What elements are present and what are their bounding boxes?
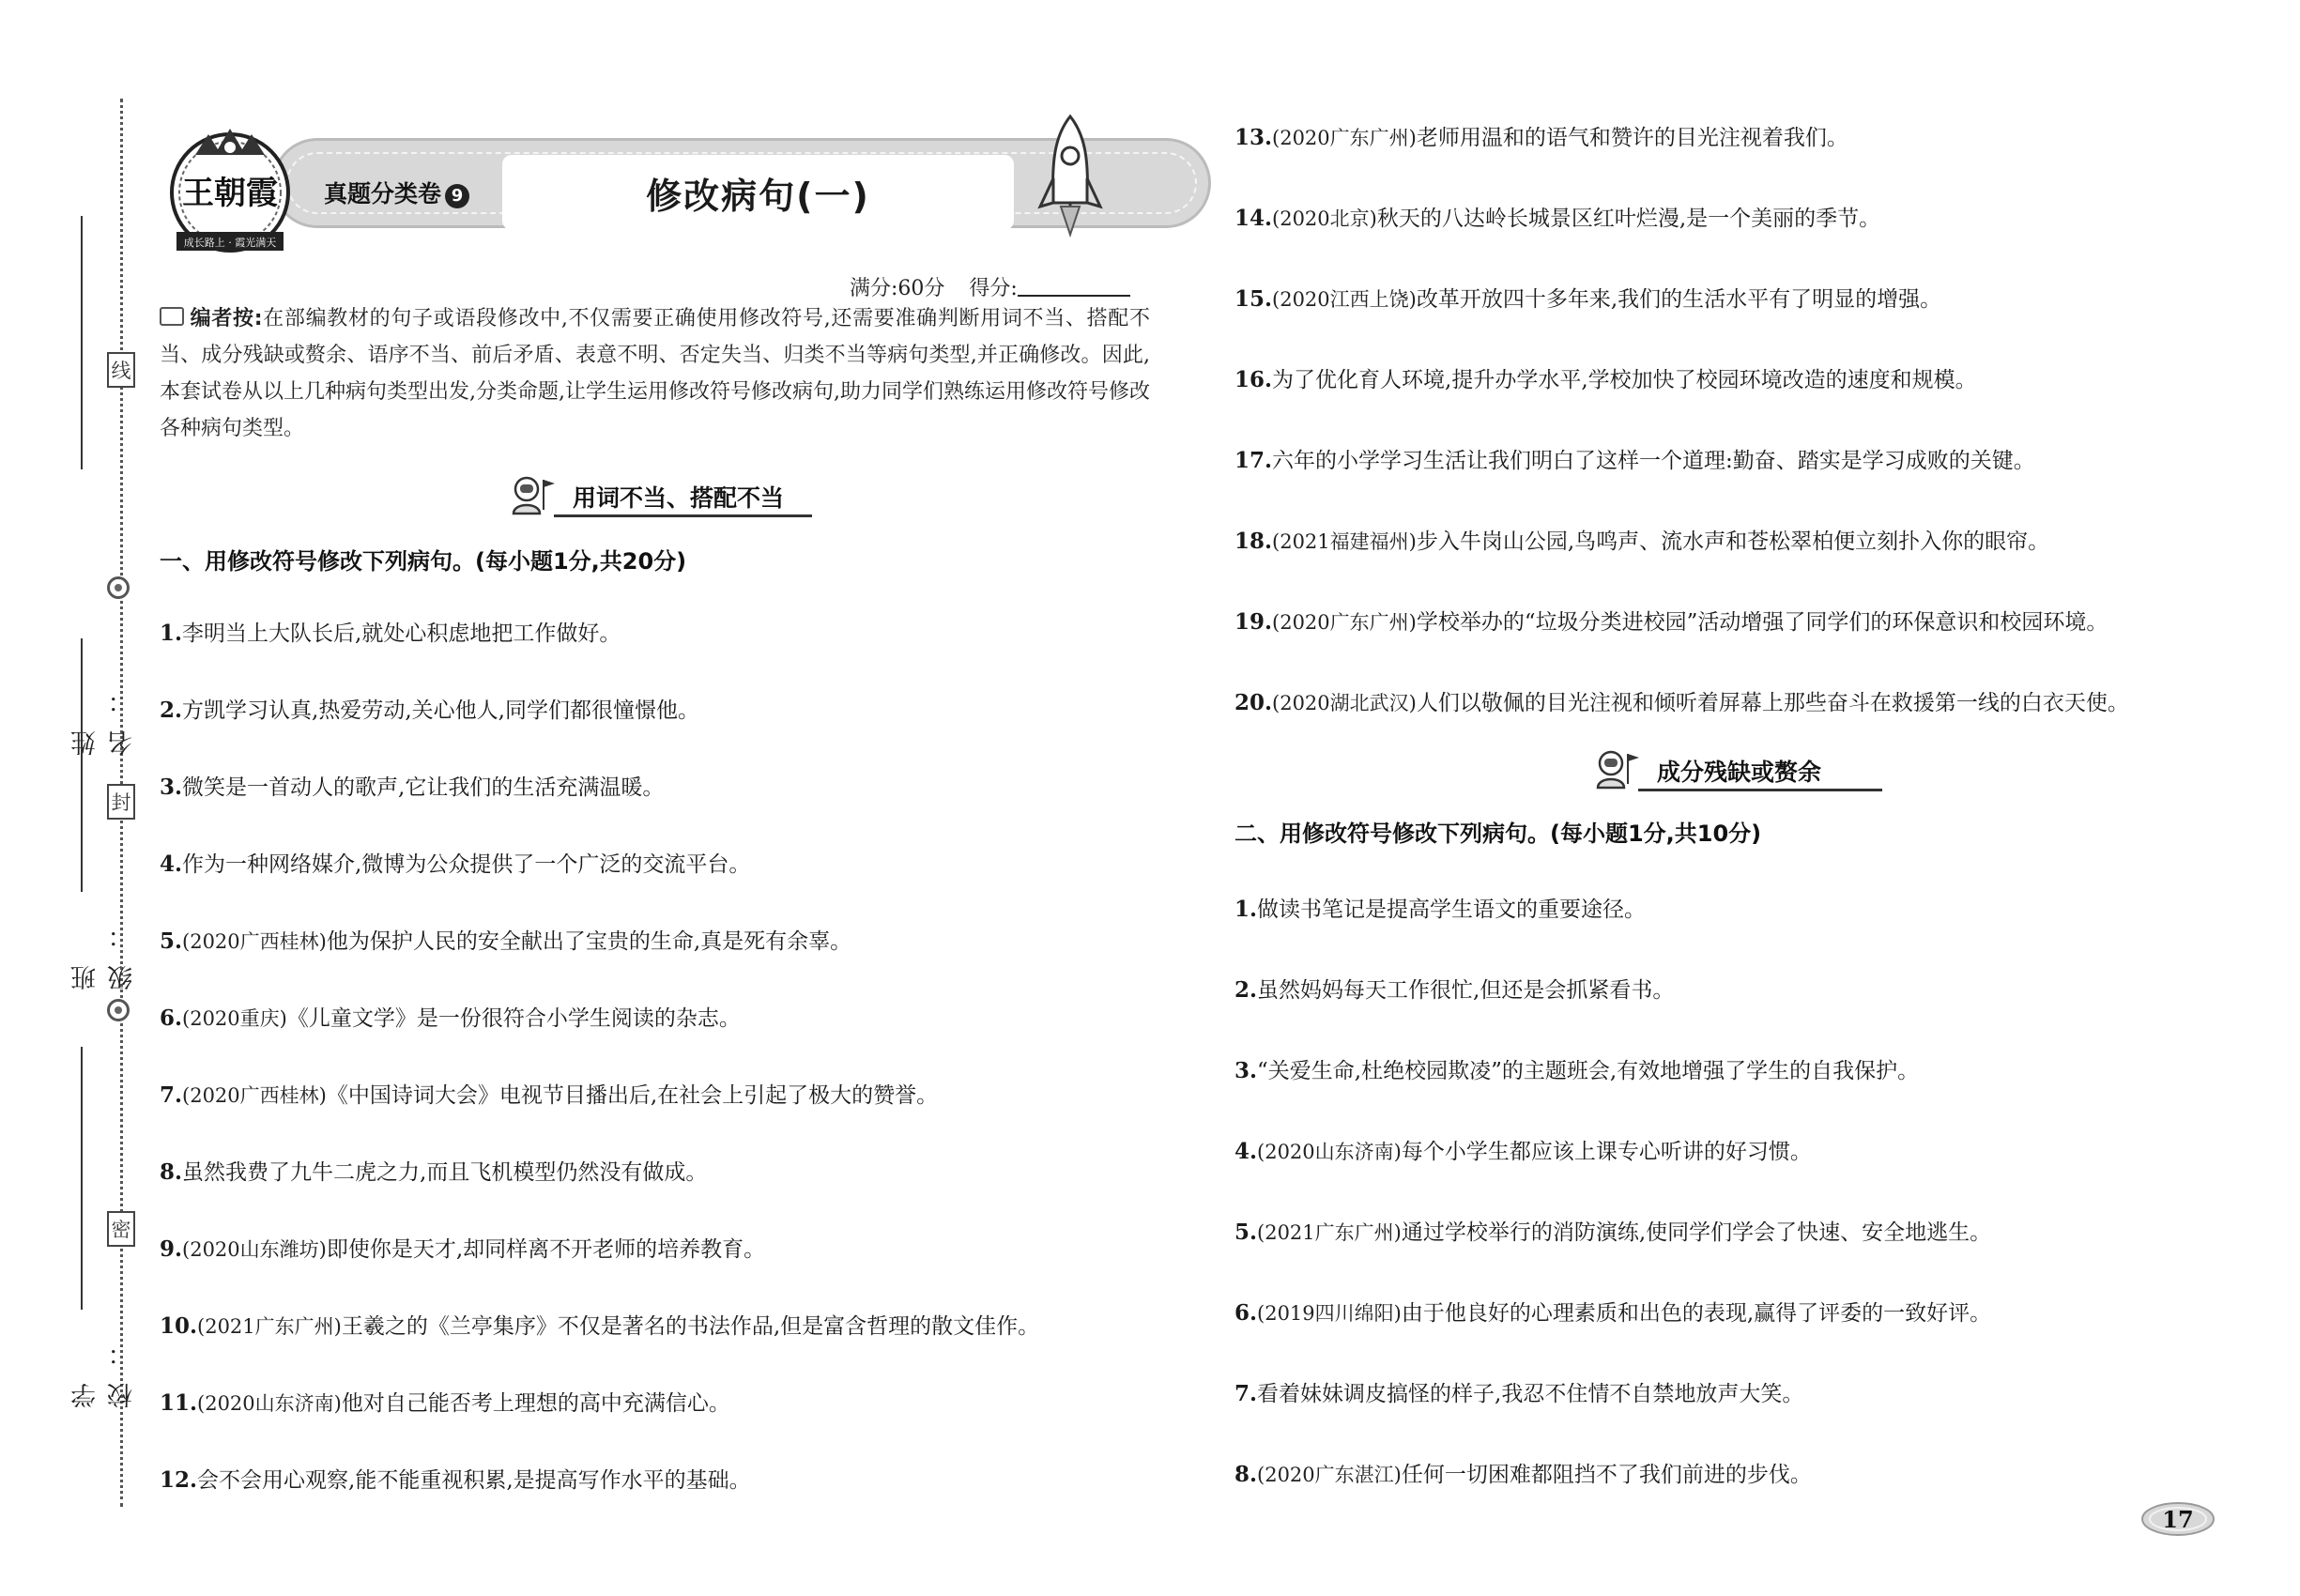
- publisher-logo-icon: [160, 117, 300, 258]
- question-item: 12.会不会用心观察,能不能重视积累,是提高写作水平的基础。: [160, 1467, 751, 1493]
- score-line: [850, 272, 1130, 301]
- score-blank[interactable]: [1018, 278, 1130, 297]
- editor-note-label: 编者按:: [190, 307, 263, 330]
- editor-note: [160, 300, 1150, 447]
- question-item: 18.(2021福建福州)步入牛岗山公园,鸟鸣声、流水声和苍松翠柏便立刻扑入你的眼帘。: [1234, 529, 2050, 554]
- question-item: 1.做读书笔记是提高学生语文的重要途径。: [1234, 897, 1647, 922]
- page-number-text: 17: [2162, 1506, 2194, 1533]
- binder-hole-icon: [107, 576, 130, 599]
- page-number: [2140, 1500, 2216, 1538]
- section-badge-text: 用词不当、搭配不当: [573, 484, 785, 512]
- section-badge-1: [502, 472, 812, 517]
- question-item: 2.方凯学习认真,热爱劳动,关心他人,同学们都很憧憬他。: [160, 698, 699, 723]
- class-field-label: 班 级：: [71, 906, 137, 990]
- question-item: 4.作为一种网络媒介,微博为公众提供了一个广泛的交流平台。: [160, 852, 751, 877]
- question-item: 10.(2021广东广州)王羲之的《兰亭集序》不仅是著名的书法作品,但是富含哲理的散文佳作。: [160, 1313, 1040, 1339]
- question-item: 9.(2020山东潍坊)即使你是天才,却同样离不开老师的培养教育。: [160, 1236, 766, 1262]
- paper-header: [160, 117, 1150, 258]
- seal-char-line: 线: [107, 352, 135, 388]
- logo-slogan: 成长路上 · 霞光满天: [183, 237, 277, 249]
- question-item: 19.(2020广东广州)学校举办的“垃圾分类进校园”活动增强了同学们的环保意识和校园环境。: [1234, 609, 2108, 635]
- question-item: 1.李明当上大队长后,就处心积虑地把工作做好。: [160, 621, 621, 646]
- page-title: 修改病句(一): [502, 155, 1014, 230]
- score-label: 得分:: [969, 277, 1018, 300]
- question-item: 7.看着妹妹调皮搞怪的样子,我忍不住情不自禁地放声大笑。: [1234, 1381, 1804, 1406]
- seal-char-seal: 封: [107, 784, 135, 820]
- question-item: 8.虽然我费了九牛二虎之力,而且飞机模型仍然没有做成。: [160, 1159, 708, 1185]
- section-1-heading: 一、用修改符号修改下列病句。(每小题1分,共20分): [160, 548, 687, 575]
- logo-text: 王朝霞: [182, 175, 278, 212]
- question-item: 5.(2021广东广州)通过学校举行的消防演练,使同学们学会了快速、安全地逃生。: [1234, 1220, 1992, 1245]
- question-item: 20.(2020湖北武汉)人们以敬佩的目光注视和倾听着屏幕上那些奋斗在救援第一线的白衣天使。: [1234, 690, 2129, 715]
- question-item: 16.为了优化育人环境,提升办学水平,学校加快了校园环境改造的速度和规模。: [1234, 367, 1977, 392]
- astronaut-icon: [502, 472, 559, 517]
- section-2-heading: 二、用修改符号修改下列病句。(每小题1分,共10分): [1234, 821, 1762, 847]
- rocket-icon: [1033, 113, 1108, 239]
- question-item: 2.虽然妈妈每天工作很忙,但还是会抓紧看书。: [1234, 977, 1675, 1003]
- name-field-label: 姓 名：: [71, 671, 137, 756]
- full-score-label: 满分:60分: [850, 277, 945, 300]
- question-item: 11.(2020山东济南)他对自己能否考上理想的高中充满信心。: [160, 1390, 730, 1416]
- seal-char-secret: 密: [107, 1211, 135, 1247]
- section-badge-2: [1587, 746, 1887, 791]
- astronaut-icon: [1587, 746, 1643, 791]
- question-item: 5.(2020广西桂林)他为保护人民的安全献出了宝贵的生命,真是死有余辜。: [160, 928, 852, 954]
- question-item: 7.(2020广西桂林)《中国诗词大会》电视节目播出后,在社会上引起了极大的赞誉。: [160, 1082, 939, 1108]
- school-field-label: 学 校：: [71, 1324, 137, 1408]
- series-label: 真题分类卷 9: [324, 176, 469, 209]
- section-badge-text: 成分残缺或赘余: [1657, 759, 1822, 786]
- series-number: 9: [445, 184, 469, 208]
- binder-hole-icon: [107, 999, 130, 1021]
- question-item: 17.六年的小学学习生活让我们明白了这样一个道理:勤奋、踏实是学习成败的关键。: [1234, 448, 2035, 473]
- question-item: 4.(2020山东济南)每个小学生都应该上课专心听讲的好习惯。: [1234, 1139, 1812, 1164]
- question-item: 8.(2020广东湛江)任何一切困难都阻挡不了我们前进的步伐。: [1234, 1462, 1812, 1487]
- question-item: 6.(2019四川绵阳)由于他良好的心理素质和出色的表现,赢得了评委的一致好评。: [1234, 1300, 1992, 1326]
- question-item: 3.“关爱生命,杜绝校园欺凌”的主题班会,有效地增强了学生的自我保护。: [1234, 1058, 1920, 1083]
- question-item: 3.微笑是一首动人的歌声,它让我们的生活充满温暖。: [160, 775, 665, 800]
- question-item: 14.(2020北京)秋天的八达岭长城景区红叶烂漫,是一个美丽的季节。: [1234, 206, 1881, 231]
- question-item: 6.(2020重庆)《儿童文学》是一份很符合小学生阅读的杂志。: [160, 1005, 741, 1031]
- question-item: 15.(2020江西上饶)改革开放四十多年来,我们的生活水平有了明显的增强。: [1234, 286, 1942, 312]
- editor-note-text: 在部编教材的句子或语段修改中,不仅需要正确使用修改符号,还需要准确判断用词不当、搭配不当、成分残缺或赘余、语序不当、前后矛盾、表意不明、否定失当、归类不当等病句类型,并正确修改。因此,本套试卷从以上几种病句类型出发,分类命题,让学生运用修改符号修改病句,助力同学们熟练运用修改符号修改各种病句类型。: [160, 307, 1150, 440]
- binding-margin: [0, 0, 150, 1596]
- question-item: 13.(2020广东广州)老师用温和的语气和赞许的目光注视着我们。: [1234, 125, 1848, 150]
- pen-icon: [160, 307, 184, 326]
